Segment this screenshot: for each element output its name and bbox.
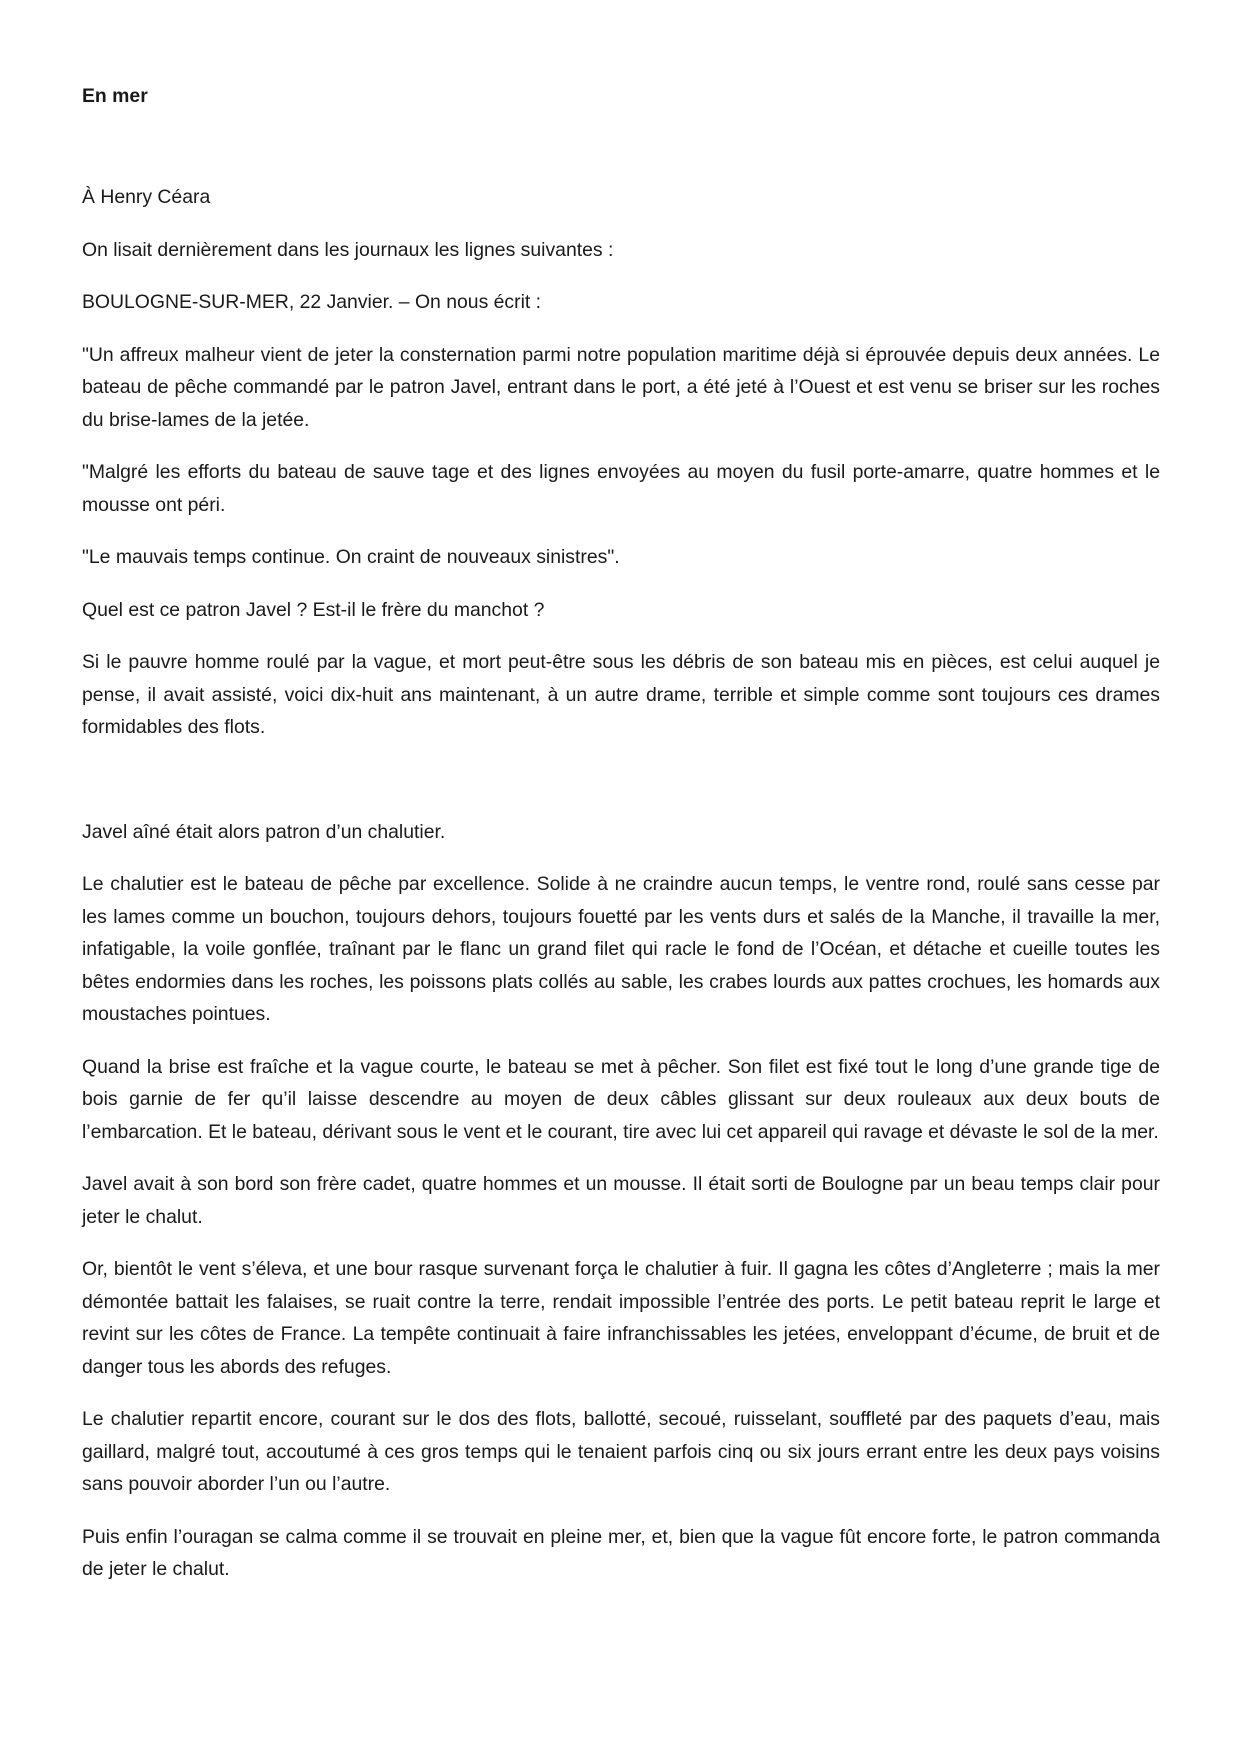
document-body [82, 181, 1160, 1606]
dedication: À Henry Céara [82, 186, 211, 208]
paragraph: "Le mauvais temps continue. On craint de nouveaux sinistres". [82, 546, 620, 568]
paragraph: "Malgré les efforts du bateau de sauve tage et des lignes envoyées au moyen du fusil porte-amarre, quatre hommes et le mousse ont péri. [82, 461, 1160, 516]
paragraph: Puis enfin l’ouragan se calma comme il se trouvait en pleine mer, et, bien que la vague fût encore forte, le patron commanda de jeter le chalut. [82, 1525, 1160, 1580]
paragraph: Le chalutier repartit encore, courant sur le dos des flots, ballotté, secoué, ruisselant, souffleté par des paquets d’eau, mais gaillard, malgré tout, accoutumé à ces gros temps qui le tenaient parfois cinq ou six jours errant entre les deux pays voisins sans pouvoir aborder l’un ou l’autre. [82, 1408, 1160, 1495]
paragraph: "Un affreux malheur vient de jeter la consternation parmi notre population maritime déjà si éprouvée depuis deux années. Le bateau de pêche commandé par le patron Javel, entrant dans le port, a été jeté à l’Ouest et est venu se briser sur les roches du brise-lames de la jetée. [82, 343, 1160, 431]
paragraph: Javel aîné était alors patron d’un chalutier. [82, 820, 446, 843]
paragraph: Quand la brise est fraîche et la vague courte, le bateau se met à pêcher. Son filet est fixé tout le long d’une grande tige de bois garnie de fer qu’il laisse descendre au moyen de deux câbles glissant sur deux rouleaux aux deux bouts de l’embarcation. Et le bateau, dérivant sous le vent et le courant, tire avec lui cet appareil qui ravage et dévaste le sol de la mer. [82, 1055, 1160, 1143]
paragraph: Le chalutier est le bateau de pêche par excellence. Solide à ne craindre aucun temps, le ventre rond, roulé sans cesse par les lames comme un bouchon, toujours dehors, toujours fouetté par les vents durs et salés de la Manche, il travaille la mer, infatigable, la voile gonflée, traînant par le flanc un grand filet qui racle le fond de l’Océan, et détache et cueille toutes les bêtes endormies dans les roches, les poissons plats collés au sable, les crabes lourds aux pattes crochues, les homards aux moustaches pointues. [82, 873, 1160, 1025]
paragraph: On lisait dernièrement dans les journaux les lignes suivantes : [82, 238, 614, 261]
paragraph: Or, bientôt le vent s’éleva, et une bour rasque survenant força le chalutier à fuir. Il gagna les côtes d’Angleterre ; mais la mer démontée battait les falaises, se ruait contre la terre, rendait impossible l’entrée des ports. Le petit bateau reprit le large et revint sur les côtes de France. La tempête continuait à faire infranchissables les jetées, enveloppant d’écume, de bruit et de danger tous les abords des refuges. [82, 1258, 1160, 1378]
document-title: En mer [82, 85, 148, 107]
paragraph: Javel avait à son bord son frère cadet, quatre hommes et un mousse. Il était sorti de Boulogne par un beau temps clair pour jeter le chalut. [82, 1173, 1160, 1228]
section-gap [82, 764, 1160, 816]
paragraph: BOULOGNE-SUR-MER, 22 Janvier. – On nous écrit : [82, 291, 542, 313]
paragraph: Quel est ce patron Javel ? Est-il le frère du manchot ? [82, 598, 545, 621]
paragraph: Si le pauvre homme roulé par la vague, et mort peut-être sous les débris de son bateau mis en pièces, est celui auquel je pense, il avait assisté, voici dix-huit ans maintenant, à un autre drame, terrible et simple comme sont toujours ces drames formidables des flots. [82, 651, 1160, 738]
